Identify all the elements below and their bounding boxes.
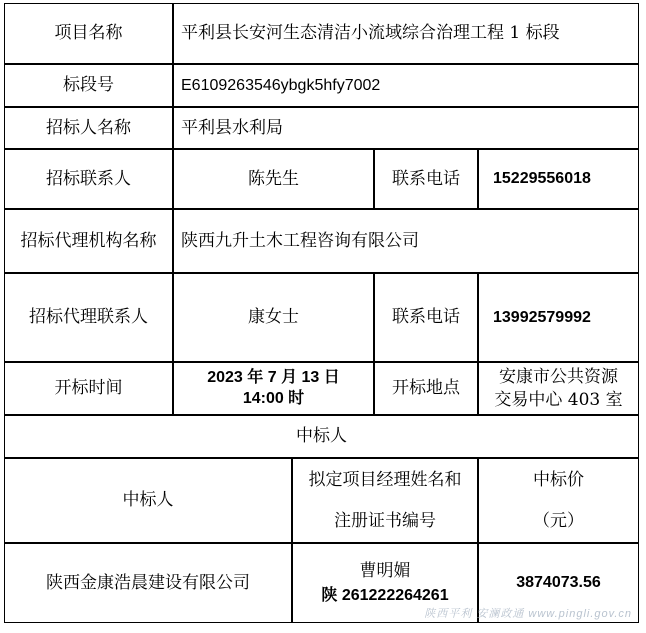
open-place-line1: 安康市公共资源 — [499, 367, 618, 388]
tenderer-phone-label: 联系电话 — [374, 149, 478, 209]
price-header — [478, 458, 639, 543]
open-place-line2: 交易中心 403 室 — [494, 389, 623, 410]
manager-header-line2: 注册证书编号 — [334, 510, 436, 531]
bid-result-table — [5, 4, 639, 624]
agency-contact-value: 康女士 — [173, 273, 374, 362]
project-name-value: 平利县长安河生态清洁小流域综合治理工程 1 标段 — [173, 3, 639, 64]
tenderer-contact-label: 招标联系人 — [4, 149, 173, 209]
open-time-date: 2023 年 7 月 13 日 — [207, 368, 340, 386]
tenderer-phone-value: 15229556018 — [478, 149, 639, 209]
open-place-label: 开标地点 — [374, 362, 478, 415]
agency-contact-label: 招标代理联系人 — [4, 273, 173, 362]
open-time-hour: 14:00 时 — [242, 389, 305, 407]
open-place-value — [478, 362, 639, 415]
agency-value: 陕西九升土木工程咨询有限公司 — [173, 209, 639, 273]
open-time-label: 开标时间 — [4, 362, 173, 415]
manager-header-line1: 拟定项目经理姓名和 — [308, 469, 462, 490]
agency-phone-label: 联系电话 — [374, 273, 478, 362]
price-header-line2: （元） — [533, 510, 584, 531]
tenderer-value: 平利县水利局 — [173, 107, 639, 149]
manager-name: 曹明媚 — [359, 561, 411, 582]
winner-section-title: 中标人 — [4, 415, 639, 458]
winner-header: 中标人 — [4, 458, 292, 543]
section-no-label: 标段号 — [4, 64, 173, 107]
tenderer-contact-value: 陈先生 — [173, 149, 374, 209]
open-time-value — [173, 362, 374, 415]
price-header-line1: 中标价 — [533, 469, 584, 490]
manager-header — [292, 458, 478, 543]
project-name-label: 项目名称 — [4, 3, 173, 64]
agency-label: 招标代理机构名称 — [4, 209, 173, 273]
winner-value: 陕西金康浩晨建设有限公司 — [4, 543, 292, 623]
tenderer-label: 招标人名称 — [4, 107, 173, 149]
section-no-value: E6109263546ybgk5hfy7002 — [173, 64, 639, 107]
manager-cert: 陕 261222264261 — [321, 586, 449, 604]
price-value: 3874073.56 — [478, 543, 639, 623]
site-watermark: 陕西平利 安澜政通 www.pingli.gov.cn — [424, 608, 632, 620]
agency-phone-value: 13992579992 — [478, 273, 639, 362]
